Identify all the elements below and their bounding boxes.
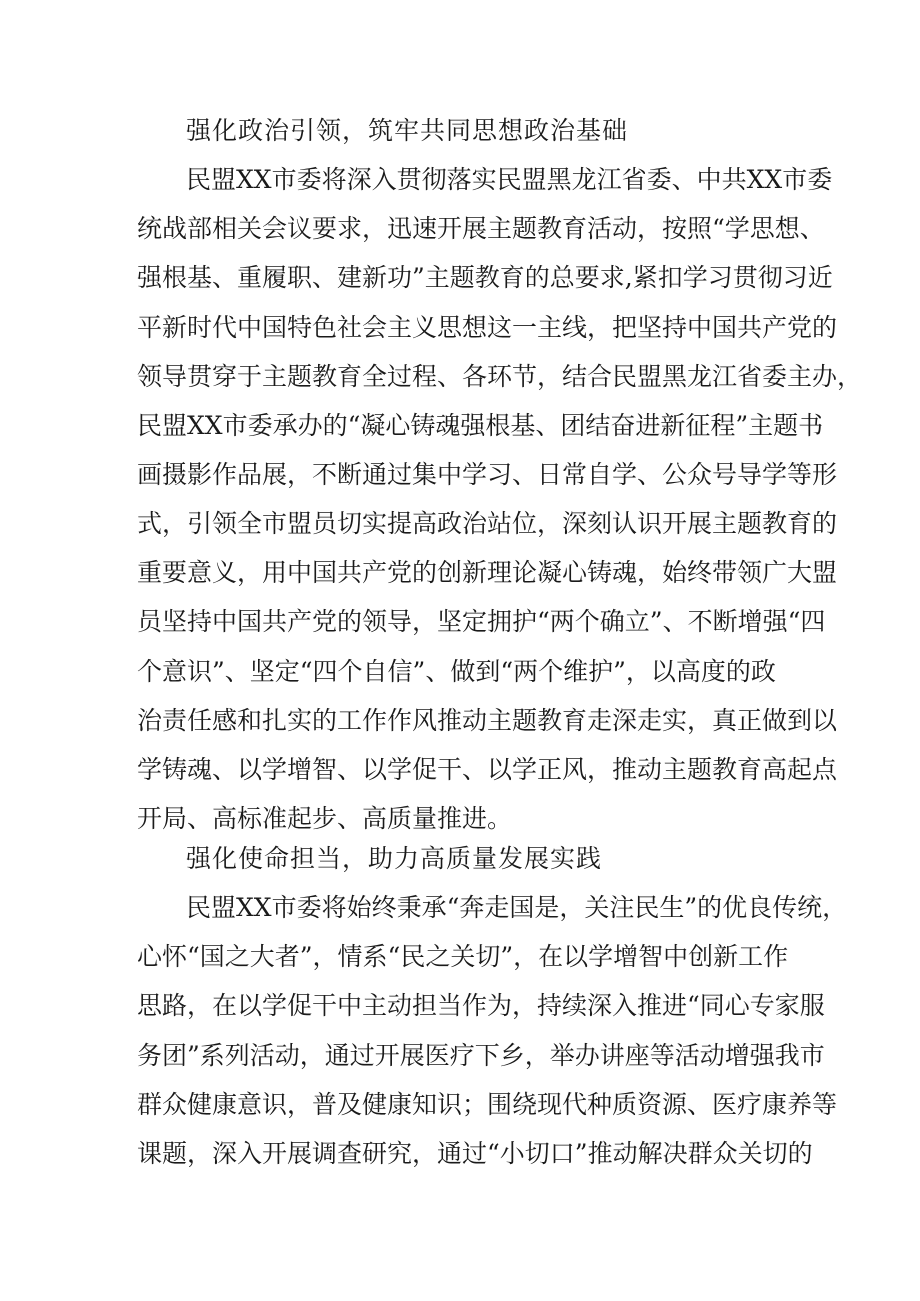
paragraph-line: 领导贯穿于主题教育全过程、各环节，结合民盟黑龙江省委主办， (137, 362, 863, 391)
paragraph-line: 平新时代中国特色社会主义思想这一主线，把坚持中国共产党的 (137, 313, 838, 342)
paragraph-line: 开局、高标准起步、高质量推进。 (137, 804, 513, 833)
paragraph-line: 重要意义，用中国共产党的创新理论凝心铸魂，始终带领广大盟 (137, 558, 838, 587)
paragraph-line: 学铸魂、以学增智、以学促干、以学正风，推动主题教育高起点 (137, 755, 838, 784)
paragraph-line: 治责任感和扎实的工作作风推动主题教育走深走实，真正做到以 (137, 706, 838, 735)
paragraph-line: 思路，在以学促干中主动担当作为，持续深入推进“同心专家服 (137, 991, 825, 1020)
paragraph-line: 课题，深入开展调查研究，通过“小切口”推动解决群众关切的 (137, 1139, 813, 1168)
section-heading: 强化使命担当，助力高质量发展实践 (186, 844, 603, 873)
paragraph-line: 画摄影作品展，不断通过集中学习、日常自学、公众号导学等形 (137, 460, 838, 489)
paragraph-line: 员坚持中国共产党的领导，坚定拥护“两个确立”、不断增强“四 (137, 607, 826, 636)
paragraph-line: 民盟XX市委将深入贯彻落实民盟黑龙江省委、中共XX市委 (186, 165, 833, 194)
paragraph-line: 民盟XX市委将始终秉承“奔走国是，关注民生”的优良传统， (186, 893, 848, 922)
paragraph-line: 务团”系列活动，通过开展医疗下乡，举办讲座等活动增强我市 (137, 1041, 825, 1070)
paragraph-line: 强根基、重履职、建新功”主题教育的总要求,紧扣学习贯彻习近 (137, 263, 833, 292)
paragraph-line: 民盟XX市委承办的“凝心铸魂强根基、团结奋进新征程”主题书 (137, 411, 824, 440)
paragraph-line: 式，引领全市盟员切实提高政治站位，深刻认识开展主题教育的 (137, 509, 838, 538)
section-heading: 强化政治引领，筑牢共同思想政治基础 (186, 116, 629, 145)
paragraph-line: 个意识”、坚定“四个自信”、做到“两个维护”，以高度的政 (137, 657, 776, 686)
paragraph-line: 群众健康意识，普及健康知识；围绕现代种质资源、医疗康养等 (137, 1090, 838, 1119)
paragraph-line: 心怀“国之大者”，情系“民之关切”，在以学增智中创新工作 (137, 942, 789, 971)
paragraph-line: 统战部相关会议要求，迅速开展主题教育活动，按照“学思想、 (137, 214, 825, 243)
